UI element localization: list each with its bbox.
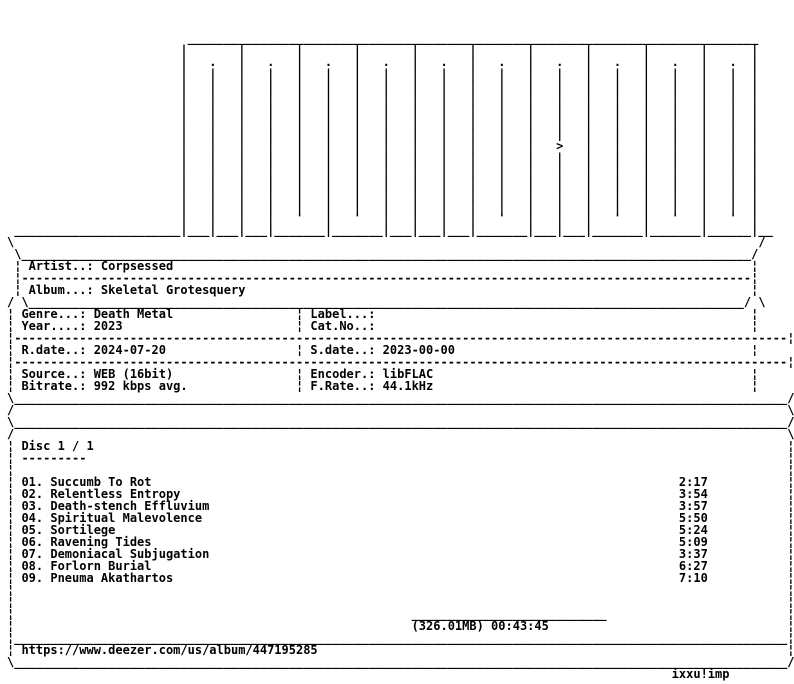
divider-line: ¦-----------------------------------------------------------------------------------------------------¦ [7, 271, 759, 285]
dates-line: ¦ R.date..: 2024-07-20 ¦ S.date..: 2023-00-00 ¦ [7, 343, 759, 357]
ascii-line: | | | | | | | | | | | | | | | | | | | | | [7, 163, 759, 177]
track-row: ¦ 02. Relentless Entropy 3:54 ¦ [7, 487, 794, 501]
track-row: ¦ 03. Death-stench Effluvium 3:57 ¦ [7, 499, 794, 513]
genre-label-line: ¦ Genre...: Death Metal ¦ Label...: ¦ [7, 307, 759, 321]
ascii-line: | | | | | | | | | | | | | | | | | | | | | [7, 199, 759, 213]
total-size-duration: ¦ (326.01MB) 00:43:45 ¦ [7, 619, 794, 633]
ascii-line: | | | | | | | | | | | | | | | | | | | | | [7, 151, 759, 165]
ascii-line: _______________________|___|___|___|_______|_______|___|___|___|_______|___|___|_______|_______|______|__ [7, 223, 773, 237]
track-row: ¦ 01. Succumb To Rot 2:17 ¦ [7, 475, 794, 489]
source-encoder-line: ¦ Source..: WEB (16bit) ¦ Encoder.: libFLAC ¦ [7, 367, 759, 381]
artist-line: \_____________________________________________________________________________________________________/ [7, 247, 759, 261]
divider-line: \___________________________________________________________________________________________________________/ [7, 415, 794, 429]
ascii-line: | | | | ' | ' | | | | ' | | | ' | ' | ' | [7, 211, 759, 225]
disc-heading: ¦ Disc 1 / 1 ¦ [7, 439, 794, 453]
year-catno-line: ¦ Year....: 2023 ¦ Cat.No..: ¦ [7, 319, 759, 333]
ascii-line: | | | | | | | | | | | | | | | | | | | | | [7, 115, 759, 129]
divider-line: / \ [7, 403, 794, 417]
track-row: ¦ 04. Spiritual Malevolence 5:50 ¦ [7, 511, 794, 525]
divider-line: / \ [7, 427, 794, 441]
total-rule: ¦ ___________________________ ¦ [7, 607, 794, 621]
album-line: ¦ Album...: Skeletal Grotesquery ¦ [7, 283, 759, 297]
divider-line: \___________________________________________________________________________________________________________/ [7, 391, 794, 405]
ascii-line: | | | | | | | | | | | | | | | | | | | | | [7, 91, 759, 105]
ascii-line: | | | | | | | | | | | | | | | | | | | | | [7, 175, 759, 189]
nfo-text-block [7, 8, 794, 680]
signature-line: ixxu!imp [7, 667, 730, 681]
ascii-line: | . | . | . | . | . | . | . | . | . | . | [7, 55, 759, 69]
disc-underline: ¦ --------- ¦ [7, 451, 794, 465]
ascii-line: | | | | | | | | | | | | | > | | | | | | | [7, 139, 759, 153]
divider-line: ¦-----------------------------------------------------------------------------------------------------------¦ [7, 331, 794, 345]
divider-line: ¦___________________________________________________________________________________________________________¦ [7, 631, 794, 645]
ascii-line: _______________________________________________________________________________ [7, 31, 759, 45]
artist-line: ¦ Artist..: Corpsessed ¦ [7, 259, 759, 273]
ascii-line: | | | | | | | | | | | | | | | | | | | | | [7, 67, 759, 81]
ascii-line: | | | | | | | | | | | | | | | | | | | | | [7, 79, 759, 93]
blank-line: ¦ ¦ [7, 583, 794, 597]
bitrate-framerate-line: ¦ Bitrate.: 992 kbps avg. ¦ F.Rate..: 44.1kHz ¦ [7, 379, 759, 393]
blank-line: ¦ ¦ [7, 595, 794, 609]
blank-line: ¦ ¦ [7, 463, 794, 477]
ascii-line [7, 8, 794, 20]
source-url-line: ¦ https://www.deezer.com/us/album/447195285 ¦ [7, 643, 794, 657]
track-row: ¦ 05. Sortilege 5:24 ¦ [7, 523, 794, 537]
ascii-line: | | | | | | | | | | | | | | | | | | | | | [7, 103, 759, 117]
ascii-line: | | | | | | | | | | | | | | | | | | | | | [7, 127, 759, 141]
divider-line: \___________________________________________________________________________________________________________/ [7, 655, 794, 669]
track-row: ¦ 07. Demoniacal Subjugation 3:37 ¦ [7, 547, 794, 561]
divider-line: / \___________________________________________________________________________________________________/ \ [7, 295, 766, 309]
ascii-line: \ / [7, 235, 766, 249]
track-row: ¦ 08. Forlorn Burial 6:27 ¦ [7, 559, 794, 573]
ascii-line: | | | | | | | | | | | | | | | | | | | | | [7, 187, 759, 201]
track-row: ¦ 06. Ravening Tides 5:09 ¦ [7, 535, 794, 549]
track-row: ¦ 09. Pneuma Akathartos 7:10 ¦ [7, 571, 794, 585]
ascii-line: | | | | | | | | | | | [7, 43, 759, 57]
divider-line: ¦-----------------------------------------------------------------------------------------------------------¦ [7, 355, 794, 369]
